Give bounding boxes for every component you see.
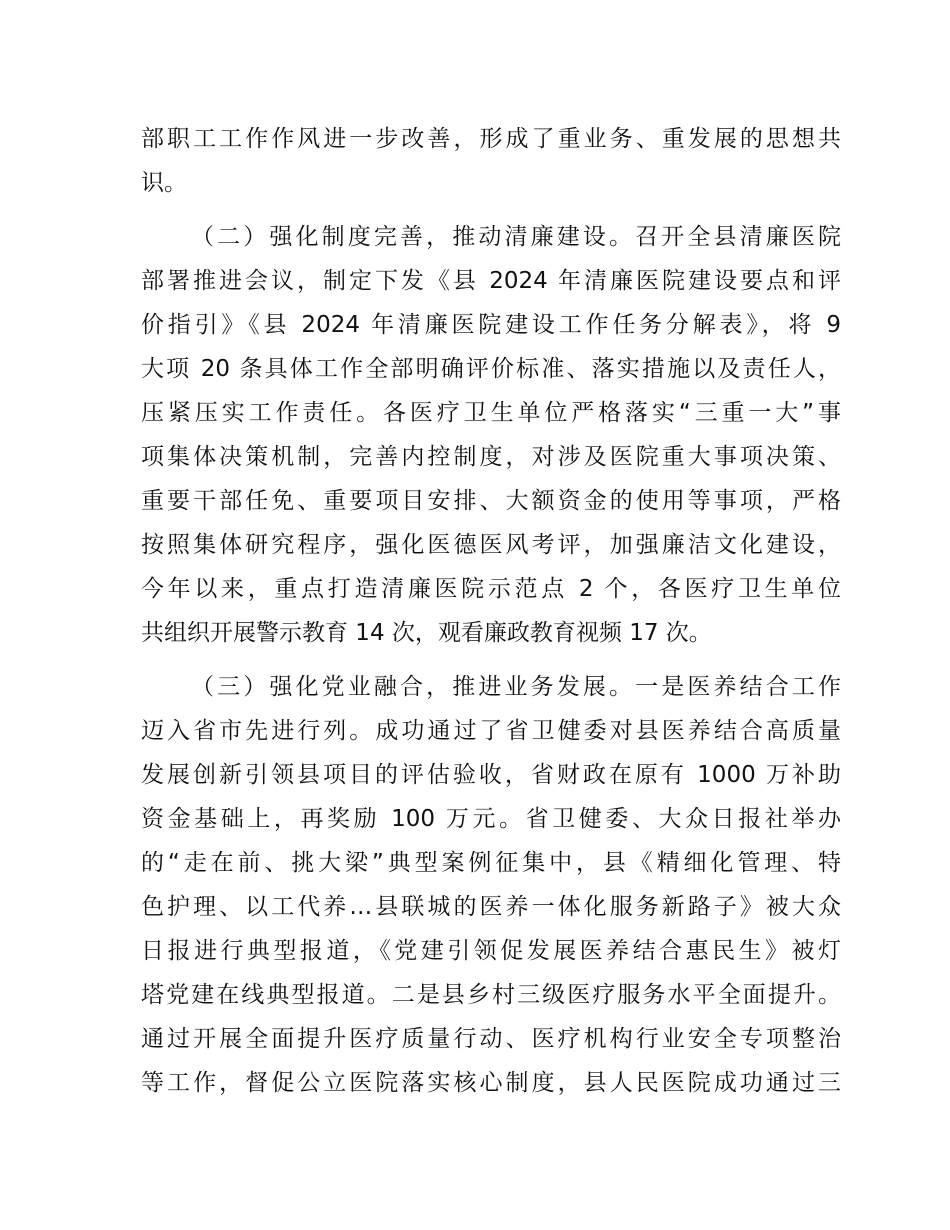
text-line: 塔党建在线典型报道。二是县乡村三级医疗服务水平全面提升。 — [141, 982, 841, 1008]
paragraph-section-2 — [141, 215, 841, 655]
text-line: 资金基础上，再奖励 100 万元。省卫健委、大众日报社举办 — [141, 806, 841, 832]
paragraph-continuation — [141, 117, 841, 205]
text-line: 大项 20 条具体工作全部明确评价标准、落实措施以及责任人， — [141, 356, 841, 382]
paragraph-section-3 — [141, 665, 841, 1105]
text-line: 部署推进会议，制定下发《县 2024 年清廉医院建设要点和评 — [141, 268, 841, 294]
text-line: 部职工工作作风进一步改善，形成了重业务、重发展的思想共 — [141, 126, 841, 152]
text-line: 的“走在前、挑大梁”典型案例征集中，县《精细化管理、特 — [141, 850, 841, 876]
body-text — [141, 117, 841, 1105]
text-line: 等工作，督促公立医院落实核心制度，县人民医院成功通过三 — [141, 1070, 841, 1096]
text-line: 识。 — [141, 170, 187, 196]
text-line: 色护理、以工代养…县联城的医养一体化服务新路子》被大众 — [141, 894, 841, 920]
text-line: 压紧压实工作责任。各医疗卫生单位严格落实“三重一大”事 — [141, 400, 841, 426]
text-line: 共组织开展警示教育 14 次，观看廉政教育视频 17 次。 — [141, 620, 712, 646]
text-line: 通过开展全面提升医疗质量行动、医疗机构行业安全专项整治 — [141, 1026, 841, 1052]
text-line: 迈入省市先进行列。成功通过了省卫健委对县医养结合高质量 — [141, 718, 841, 744]
text-line: 价指引》《县 2024 年清廉医院建设工作任务分解表》，将 9 — [141, 312, 841, 338]
text-line: 今年以来，重点打造清廉医院示范点 2 个，各医疗卫生单位 — [141, 576, 841, 602]
text-line: 发展创新引领县项目的评估验收，省财政在原有 1000 万补助 — [141, 762, 841, 788]
section-heading-line: （三）强化党业融合，推进业务发展。一是医养结合工作 — [191, 674, 841, 700]
text-line: 日报进行典型报道，《党建引领促发展医养结合惠民生》被灯 — [141, 938, 841, 964]
text-line: 重要干部任免、重要项目安排、大额资金的使用等事项，严格 — [141, 488, 841, 514]
section-heading-line: （二）强化制度完善，推动清廉建设。召开全县清廉医院 — [191, 224, 841, 250]
text-line: 按照集体研究程序，强化医德医风考评，加强廉洁文化建设， — [141, 532, 841, 558]
text-line: 项集体决策机制，完善内控制度，对涉及医院重大事项决策、 — [141, 444, 841, 470]
